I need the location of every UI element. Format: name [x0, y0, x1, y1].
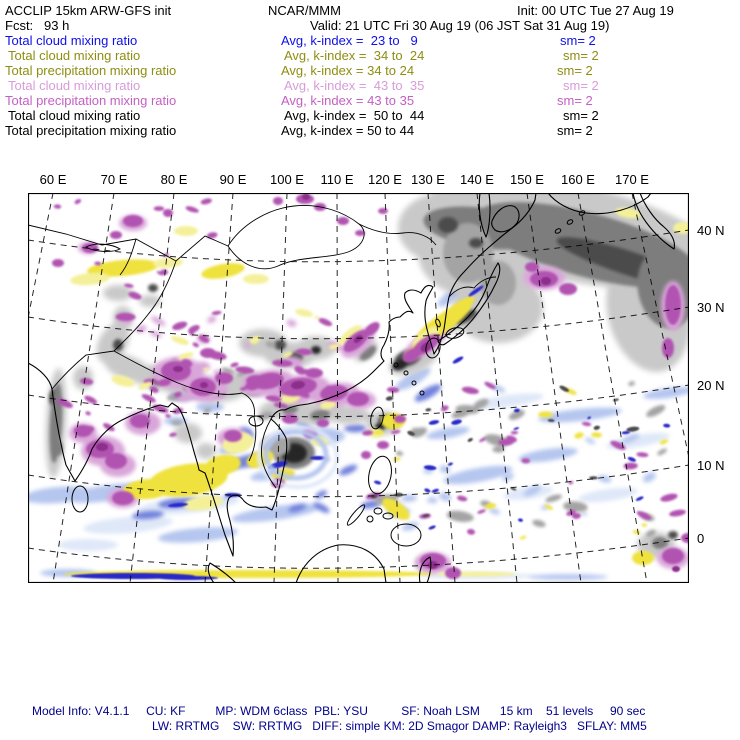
lat-label: 10 N [697, 458, 725, 473]
map-frame [28, 193, 689, 583]
header-row-0-col-2: Init: 00 UTC Tue 27 Aug 19 [517, 3, 674, 18]
weather-map [28, 193, 689, 583]
header-row-7-col-2: sm= 2 [563, 108, 599, 123]
header-row-4-col-2: sm= 2 [557, 63, 593, 78]
header-row-8-col-1: Avg, k-index = 50 to 44 [281, 123, 415, 138]
lon-label: 170 E [615, 172, 649, 187]
header-row-0-col-0: ACCLIP 15km ARW-GFS init [5, 3, 172, 18]
header-row-0-col-1: NCAR/MMM [268, 3, 341, 18]
header-row-5-col-2: sm= 2 [563, 78, 599, 93]
lat-label: 30 N [697, 300, 725, 315]
header-row-6-col-1: Avg, k-index = 43 to 35 [281, 93, 415, 108]
header-row-8-col-0: Total precipitation mixing ratio [5, 123, 177, 138]
header-row-7-col-0: Total cloud mixing ratio [8, 108, 141, 123]
header-row-1-col-1: Valid: 21 UTC Fri 30 Aug 19 (06 JST Sat 31 Aug 19) [310, 18, 610, 33]
lat-label: 40 N [697, 223, 725, 238]
lon-label: 70 E [100, 172, 128, 187]
header-row-2-col-2: sm= 2 [560, 33, 596, 48]
header-row-3-col-0: Total cloud mixing ratio [8, 48, 141, 63]
header-row-5-col-0: Total cloud mixing ratio [8, 78, 141, 93]
header-row-4-col-1: Avg, k-index = 34 to 24 [281, 63, 415, 78]
model-info-line2: LW: RRTMG SW: RRTMG DIFF: simple KM: 2D Smagor DAMP: Rayleigh3 SFLAY: MM5 [152, 719, 647, 733]
header-row-6-col-0: Total precipitation mixing ratio [5, 93, 177, 108]
lat-label: 0 [697, 531, 705, 546]
lon-label: 140 E [460, 172, 494, 187]
lon-label: 150 E [510, 172, 544, 187]
header-row-1-col-0: Fcst: 93 h [5, 18, 70, 33]
header-row-3-col-1: Avg, k-index = 34 to 24 [284, 48, 425, 63]
lon-label: 80 E [160, 172, 188, 187]
lon-label: 110 E [320, 172, 354, 187]
lon-label: 120 E [368, 172, 402, 187]
header-row-2-col-1: Avg, k-index = 23 to 9 [281, 33, 418, 48]
header-row-4-col-0: Total precipitation mixing ratio [5, 63, 177, 78]
header-row-3-col-2: sm= 2 [563, 48, 599, 63]
header-row-2-col-0: Total cloud mixing ratio [5, 33, 138, 48]
lon-label: 60 E [39, 172, 67, 187]
header-row-8-col-2: sm= 2 [557, 123, 593, 138]
lon-label: 160 E [561, 172, 595, 187]
model-info-line1: Model Info: V4.1.1 CU: KF MP: WDM 6class PBL: YSU SF: Noah LSM 15 km 51 levels 90 sec [32, 704, 646, 718]
header-row-6-col-2: sm= 2 [557, 93, 593, 108]
lat-label: 20 N [697, 378, 725, 393]
header-row-7-col-1: Avg, k-index = 50 to 44 [284, 108, 425, 123]
lon-label: 130 E [411, 172, 445, 187]
header-row-5-col-1: Avg, k-index = 43 to 35 [284, 78, 425, 93]
lon-label: 100 E [270, 172, 304, 187]
lon-label: 90 E [219, 172, 247, 187]
